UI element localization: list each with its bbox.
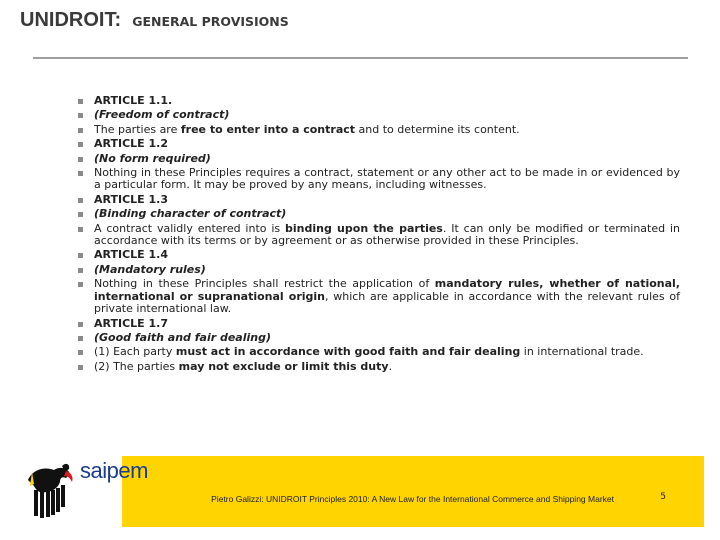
- list-item: [78, 332, 680, 344]
- square-bullet-icon: [78, 157, 83, 162]
- square-bullet-icon: [78, 171, 83, 176]
- list-item-text: and to determine its content.: [355, 122, 520, 136]
- list-item: [78, 361, 680, 373]
- square-bullet-icon: [78, 99, 83, 104]
- list-item: [78, 249, 680, 261]
- list-item-text: ARTICLE 1.4: [94, 248, 168, 262]
- list-item-text: ARTICLE 1.1.: [94, 94, 173, 107]
- square-bullet-icon: [78, 336, 83, 341]
- list-item: [78, 223, 680, 248]
- list-item: [78, 138, 680, 150]
- list-item: [78, 194, 680, 206]
- list-item-text: ARTICLE 1.3: [94, 192, 168, 206]
- list-item-text: in international trade.: [520, 345, 644, 359]
- list-item: [78, 153, 680, 165]
- square-bullet-icon: [78, 268, 83, 273]
- list-item-text: .: [388, 359, 393, 373]
- square-bullet-icon: [78, 113, 83, 118]
- list-item: [78, 264, 680, 276]
- list-item: [78, 124, 680, 136]
- list-item-text: , which are applicable in accordance with the relevant rules of private international law.: [94, 289, 680, 316]
- list-item-text: binding upon the parties: [285, 221, 443, 235]
- bullet-list: [78, 95, 680, 375]
- list-item: [78, 346, 680, 358]
- list-item-text: The parties are: [94, 122, 181, 136]
- list-item-text: free to enter into a contract: [180, 122, 356, 136]
- list-item: [78, 167, 680, 192]
- list-item-text: A contract validly entered into is: [94, 221, 286, 235]
- list-item-text: mandatory rules, whether of national, international or supranational origin: [94, 277, 680, 303]
- list-item-text: Nothing in these Principles requires a contract, statement or any other act to be made in or evidenced by a particular form. It may be proved by any means, including witnesses.: [94, 166, 680, 192]
- list-item-text: (2) The parties: [94, 359, 179, 373]
- square-bullet-icon: [78, 322, 83, 327]
- square-bullet-icon: [78, 282, 83, 287]
- footer-citation: Pietro Galizzi: UNIDROIT Principles 2010: A New Law for the International Commerce and Shipping Market: [211, 494, 614, 504]
- list-item-text: (Good faith and fair dealing): [94, 330, 271, 344]
- list-item: [78, 278, 680, 315]
- footer-band: [122, 456, 704, 527]
- list-item-text: may not exclude or limit this duty: [178, 359, 389, 373]
- list-item: [78, 208, 680, 220]
- list-item-text: (1) Each party: [94, 345, 176, 359]
- list-item-text: . It can only be modified or terminated in accordance with its terms or by agreement or as otherwise provided in these Principles.: [94, 221, 681, 248]
- list-item-text: (Binding character of contract): [94, 207, 287, 221]
- list-item: [78, 109, 680, 121]
- square-bullet-icon: [78, 227, 83, 232]
- list-item: [78, 95, 680, 107]
- list-item-text: (No form required): [94, 151, 211, 165]
- page-number: 5: [660, 492, 666, 502]
- list-item-text: Nothing in these Principles shall restrict the application of: [94, 277, 435, 291]
- list-item-text: (Mandatory rules): [94, 262, 206, 276]
- list-item: [78, 318, 680, 330]
- square-bullet-icon: [78, 212, 83, 217]
- square-bullet-icon: [78, 365, 83, 370]
- square-bullet-icon: [78, 142, 83, 147]
- list-item-text: ARTICLE 1.2: [94, 137, 168, 151]
- eni-dog-logo-icon: [22, 460, 76, 526]
- list-item-text: ARTICLE 1.7: [94, 316, 168, 330]
- title-divider: [33, 57, 688, 59]
- slide-title: [20, 9, 289, 32]
- list-item-text: must act in accordance with good faith and fair dealing: [175, 345, 521, 359]
- square-bullet-icon: [78, 198, 83, 203]
- square-bullet-icon: [78, 350, 83, 355]
- square-bullet-icon: [78, 128, 83, 133]
- square-bullet-icon: [78, 253, 83, 258]
- list-item-text: (Freedom of contract): [94, 108, 230, 122]
- title-main: UNIDROIT:: [20, 9, 122, 31]
- saipem-brand-logo: saipem: [80, 458, 148, 483]
- title-subtitle: GENERAL PROVISIONS: [132, 14, 289, 29]
